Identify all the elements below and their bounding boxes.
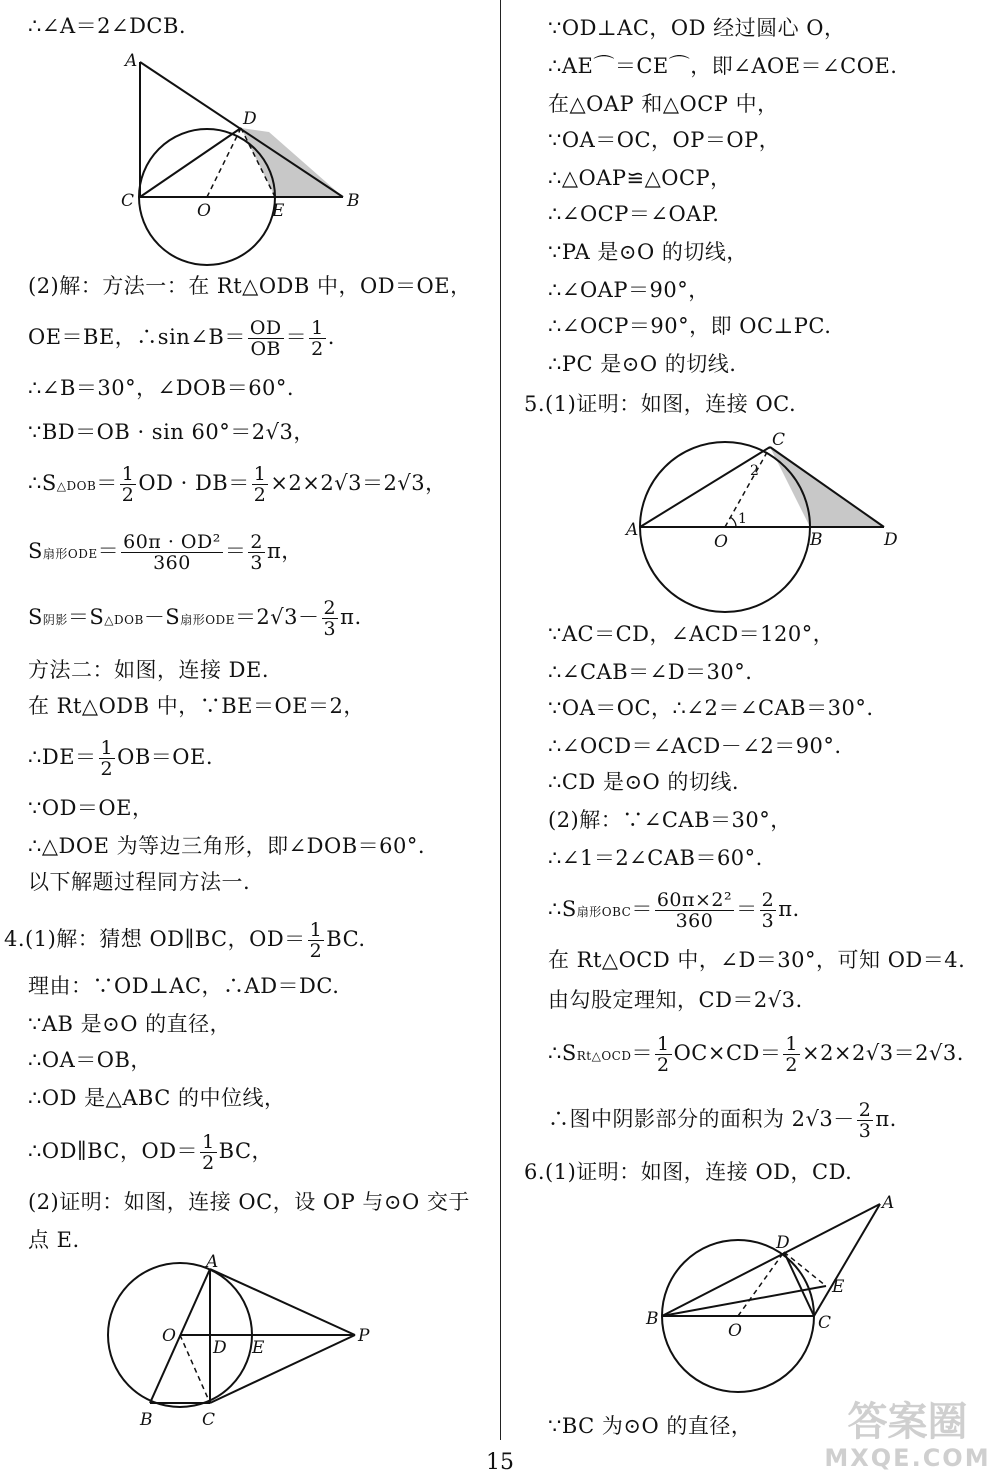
- text-line: (2)解：∵∠CAB＝30°，: [548, 808, 792, 832]
- text-line: ∴∠CAB＝∠D＝30°.: [548, 660, 753, 684]
- fraction: $\frac{2}{3}$: [761, 889, 775, 932]
- text-line: ∴∠OCP＝90°，即 OC⊥PC.: [548, 314, 832, 338]
- fraction: $\frac{1}{2}$: [100, 737, 114, 780]
- text-line: ∵OA＝OC，∴∠2＝∠CAB＝30°.: [548, 696, 874, 720]
- label-angle-1: 1: [738, 511, 747, 527]
- label-D: D: [884, 530, 898, 550]
- text-line: ∴S扇形OBC＝ $\frac{\text{60π×2²}}{360}$ ＝ $\frac{2}{3}$ π.: [548, 889, 800, 932]
- text-line: ∴∠OAP＝90°，: [548, 278, 710, 302]
- text-line: 以下解题过程同方法一.: [28, 870, 251, 894]
- fraction: $\frac{1}{2}$: [656, 1033, 670, 1076]
- text-line: ∴图中阴影部分的面积为 2√3－ $\frac{2}{3}$ π.: [548, 1099, 897, 1142]
- text-line: ∵BC 为⊙O 的直径，: [548, 1414, 753, 1438]
- label-A: A: [206, 1252, 219, 1272]
- text-line: ∴SRt△OCD＝ $\frac{1}{2}$ OC×CD＝ $\frac{1}{2}$ ×2×2√3＝2√3.: [548, 1033, 964, 1076]
- label-B: B: [347, 191, 360, 211]
- figure-tangent-circle: [100, 1252, 380, 1440]
- text-line: 在 Rt△ODB 中，∵BE＝OE＝2，: [28, 694, 365, 718]
- text-line: (2)证明：如图，连接 OC，设 OP 与⊙O 交于: [28, 1190, 470, 1214]
- label-C: C: [121, 191, 135, 211]
- text-line: ∵OD＝OE，: [28, 796, 154, 820]
- text-line: 在△OAP 和△OCP 中，: [548, 92, 779, 116]
- text-line: ∵AB 是⊙O 的直径，: [28, 1012, 232, 1036]
- text-line: S扇形ODE＝ $\frac{\text{60π · OD²}}{360}$ ＝ $\frac{2}{3}$ π，: [28, 531, 303, 574]
- label-C: C: [818, 1313, 832, 1333]
- label-C: C: [772, 430, 786, 450]
- text-line: ∴∠OCD＝∠ACD－∠2＝90°.: [548, 734, 842, 758]
- label-D: D: [776, 1233, 790, 1253]
- label-B: B: [646, 1309, 659, 1329]
- fraction: $\frac{2}{3}$: [323, 597, 337, 640]
- text-line: 点 E.: [28, 1228, 80, 1252]
- label-O: O: [197, 201, 211, 221]
- figure-circle-tangent-5: [620, 425, 910, 615]
- text-line: ∵BD＝OB · sin 60°＝2√3，: [28, 420, 315, 444]
- fraction: $\frac{2}{3}$: [858, 1099, 872, 1142]
- text-line: ∴PC 是⊙O 的切线.: [548, 352, 737, 376]
- figure-triangle-circle-1: [115, 50, 375, 270]
- text-line: 5.(1)证明：如图，连接 OC.: [524, 392, 797, 416]
- text-line: ∴CD 是⊙O 的切线.: [548, 770, 740, 794]
- page-number: 15: [486, 1450, 514, 1475]
- text-line: 理由：∵OD⊥AC，∴AD＝DC.: [28, 974, 340, 998]
- text-line: ∴△DOE 为等边三角形，即∠DOB＝60°.: [28, 834, 426, 858]
- watermark: 答案圈 MXQE.COM: [824, 1399, 991, 1472]
- label-B: B: [140, 1410, 153, 1430]
- label-E: E: [272, 201, 285, 221]
- text-line: ∴S△DOB＝ $\frac{1}{2}$ OD · DB＝ $\frac{1}{2}$ ×2×2√3＝2√3，: [28, 463, 447, 506]
- fraction: $\frac{1}{2}$: [121, 463, 135, 506]
- text-line: 4.(1)解：猜想 OD∥BC，OD＝ $\frac{1}{2}$ BC.: [4, 919, 366, 962]
- fraction: $\frac{1}{2}$: [311, 317, 324, 360]
- fraction: $\frac{1}{2}$: [309, 919, 323, 962]
- label-angle-2: 2: [750, 463, 759, 479]
- text-line: ∴OD 是△ABC 的中位线，: [28, 1086, 286, 1110]
- text-line: ∴∠1＝2∠CAB＝60°.: [548, 846, 763, 870]
- fraction: $\frac{OD}{OB}$: [249, 317, 282, 360]
- text-line: (2)解：方法一：在 Rt△ODB 中，OD＝OE，: [28, 274, 472, 298]
- label-A: A: [626, 520, 639, 540]
- label-O: O: [728, 1321, 742, 1341]
- figure-circle-6: [640, 1192, 900, 1412]
- fraction: $\frac{1}{2}$: [253, 463, 267, 506]
- text-line: 由勾股定理知，CD＝2√3.: [548, 988, 803, 1012]
- text-line: ∴AE⌒＝CE⌒，即∠AOE＝∠COE.: [548, 54, 898, 78]
- label-O: O: [714, 532, 728, 552]
- label-B: B: [810, 530, 823, 550]
- label-D: D: [213, 1338, 227, 1358]
- text-line: 在 Rt△OCD 中，∠D＝30°，可知 OD＝4.: [548, 948, 966, 972]
- label-P: P: [358, 1326, 370, 1346]
- text-line: ∵OA＝OC，OP＝OP，: [548, 128, 781, 152]
- fraction: $\frac{\text{60π×2²}}{360}$: [656, 889, 733, 932]
- text-line: ∴OA＝OB，: [28, 1048, 152, 1072]
- label-O: O: [162, 1326, 176, 1346]
- column-divider: [500, 0, 501, 1440]
- fraction: $\frac{1}{2}$: [202, 1131, 215, 1174]
- fraction: $\frac{1}{2}$: [785, 1033, 798, 1076]
- text-line: ∴OD∥BC，OD＝ $\frac{1}{2}$ BC，: [28, 1131, 274, 1174]
- text-line: OE＝BE，∴sin∠B＝ $\frac{OD}{OB}$ ＝ $\frac{1}{2}$ .: [28, 317, 335, 360]
- label-D: D: [243, 109, 257, 129]
- fraction: $\frac{2}{3}$: [250, 531, 263, 574]
- label-E: E: [832, 1277, 845, 1297]
- text-line: ∵PA 是⊙O 的切线，: [548, 240, 748, 264]
- text-line: ∴∠B＝30°，∠DOB＝60°.: [28, 376, 295, 400]
- text-line: ∵OD⊥AC，OD 经过圆心 O，: [548, 16, 846, 40]
- text-line: ∴∠A＝2∠DCB.: [28, 14, 187, 38]
- text-line: ∵AC＝CD，∠ACD＝120°，: [548, 622, 835, 646]
- label-C: C: [202, 1410, 216, 1430]
- text-line: ∴△OAP≌△OCP，: [548, 166, 732, 190]
- text-line: 方法二：如图，连接 DE.: [28, 658, 270, 682]
- text-line: ∴∠OCP＝∠OAP.: [548, 202, 720, 226]
- label-E: E: [252, 1338, 265, 1358]
- text-line: S阴影＝S△DOB－S扇形ODE＝2√3－ $\frac{2}{3}$ π.: [28, 597, 362, 640]
- label-A: A: [125, 51, 138, 71]
- text-line: 6.(1)证明：如图，连接 OD，CD.: [524, 1160, 853, 1184]
- fraction: $\frac{\text{60π · OD²}}{360}$: [123, 531, 221, 574]
- text-line: ∴DE＝ $\frac{1}{2}$ OB＝OE.: [28, 737, 213, 780]
- label-A: A: [882, 1193, 895, 1213]
